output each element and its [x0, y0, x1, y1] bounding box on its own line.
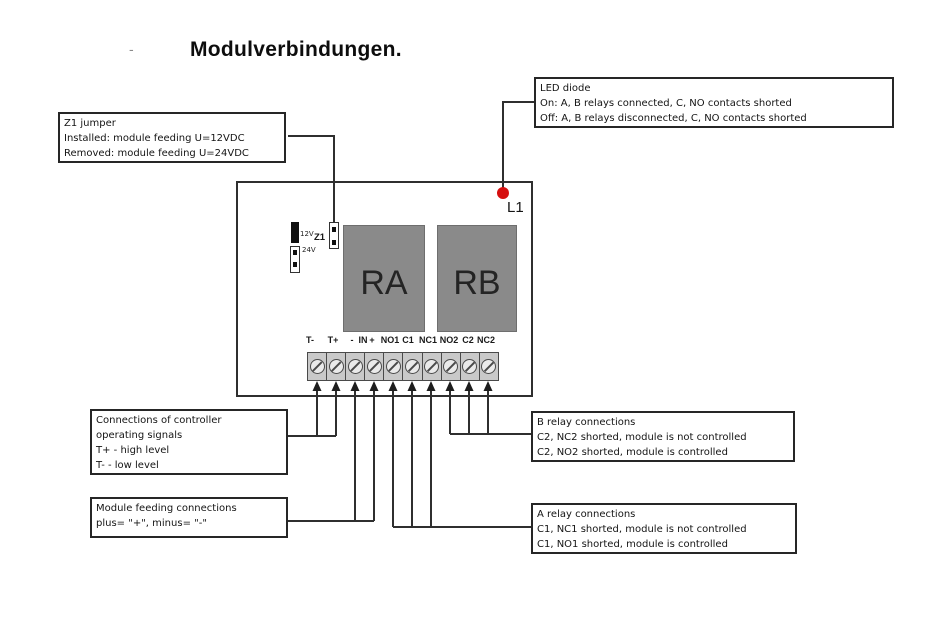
- led-connector-line: [503, 102, 534, 189]
- terminal-label--: -: [350, 335, 354, 345]
- jumper-24v-position: [290, 246, 300, 273]
- page-title: Modulverbindungen.: [190, 38, 402, 61]
- relay-ra-label: RA: [360, 264, 408, 302]
- terminal-NC2: [480, 353, 498, 380]
- callout-line: On: A, B relays connected, C, NO contacts shorted: [540, 98, 792, 109]
- screw-icon: [348, 359, 363, 374]
- relay-rb: [437, 225, 517, 332]
- terminal-NC1: [423, 353, 442, 380]
- terminal-label-T-: T-: [306, 335, 314, 345]
- screw-icon: [310, 359, 325, 374]
- terminal-label-NO1: NO1: [380, 335, 400, 345]
- callout-line: Module feeding connections: [96, 503, 237, 514]
- title-dash: -: [129, 41, 134, 57]
- jumper-pin: [293, 250, 297, 255]
- jumper-z1-label: Z1: [314, 232, 326, 243]
- callout-z1-jumper: [58, 112, 286, 163]
- relay-rb-label: RB: [453, 264, 501, 302]
- terminal-C1: [403, 353, 422, 380]
- terminal-label-NO2: NO2: [439, 335, 459, 345]
- callout-line: operating signals: [96, 430, 183, 441]
- callout-line: C2, NC2 shorted, module is not controlled: [537, 432, 747, 443]
- terminal-label-NC1: NC1: [418, 335, 438, 345]
- terminal-label-C1: C1: [402, 335, 414, 345]
- screw-icon: [443, 359, 458, 374]
- callout-line: C1, NC1 shorted, module is not controlled: [537, 524, 747, 535]
- callout-b-relay: [531, 411, 795, 462]
- relay-ra: [343, 225, 425, 332]
- screw-icon: [481, 359, 496, 374]
- screw-icon: [329, 359, 344, 374]
- terminal-label-T+: T+: [327, 335, 339, 345]
- module-board: [236, 181, 533, 397]
- screw-icon: [424, 359, 439, 374]
- callout-line: B relay connections: [537, 417, 636, 428]
- screw-icon: [405, 359, 420, 374]
- terminal-IN+: [365, 353, 384, 380]
- callout-line: T+ - high level: [96, 445, 170, 456]
- terminal-label-C2: C2: [462, 335, 474, 345]
- callout-module-feeding: [90, 497, 288, 538]
- callout-led-diode: [534, 77, 894, 128]
- callout-a-relay: [531, 503, 797, 554]
- terminal-C2: [461, 353, 480, 380]
- terminal-label-NC2: NC2: [476, 335, 496, 345]
- callout-line: Z1 jumper: [64, 118, 116, 129]
- jumper-12v-label: 12V: [300, 230, 314, 238]
- terminal-NO2: [442, 353, 461, 380]
- jumper-pin: [332, 227, 336, 232]
- jumper-z1-header: [329, 222, 339, 249]
- callout-line: Installed: module feeding U=12VDC: [64, 133, 245, 144]
- terminal-T+: [327, 353, 346, 380]
- terminal-IN-: [346, 353, 365, 380]
- callout-line: plus= "+", minus= "-": [96, 518, 207, 529]
- led-l1-label: L1: [507, 199, 524, 216]
- terminal-strip: [307, 352, 499, 381]
- jumper-12v-installed: [291, 222, 299, 243]
- callout-line: Removed: module feeding U=24VDC: [64, 148, 249, 159]
- callout-line: A relay connections: [537, 509, 636, 520]
- jumper-pin: [332, 240, 336, 245]
- jumper-24v-label: 24V: [302, 246, 316, 254]
- callout-line: C1, NO1 shorted, module is controlled: [537, 539, 728, 550]
- screw-icon: [367, 359, 382, 374]
- terminal-label-IN: IN: [358, 335, 368, 345]
- terminal-labels-row: [238, 335, 531, 347]
- screw-icon: [462, 359, 477, 374]
- screw-icon: [386, 359, 401, 374]
- callout-controller-signals: [90, 409, 288, 475]
- callout-line: LED diode: [540, 83, 591, 94]
- terminal-NO1: [384, 353, 403, 380]
- jumper-pin: [293, 262, 297, 267]
- terminal-label-+: +: [369, 335, 375, 345]
- terminal-T-: [308, 353, 327, 380]
- callout-line: C2, NO2 shorted, module is controlled: [537, 447, 728, 458]
- callout-line: T- - low level: [96, 460, 159, 471]
- callout-line: Off: A, B relays disconnected, C, NO contacts shorted: [540, 113, 807, 124]
- callout-line: Connections of controller: [96, 415, 222, 426]
